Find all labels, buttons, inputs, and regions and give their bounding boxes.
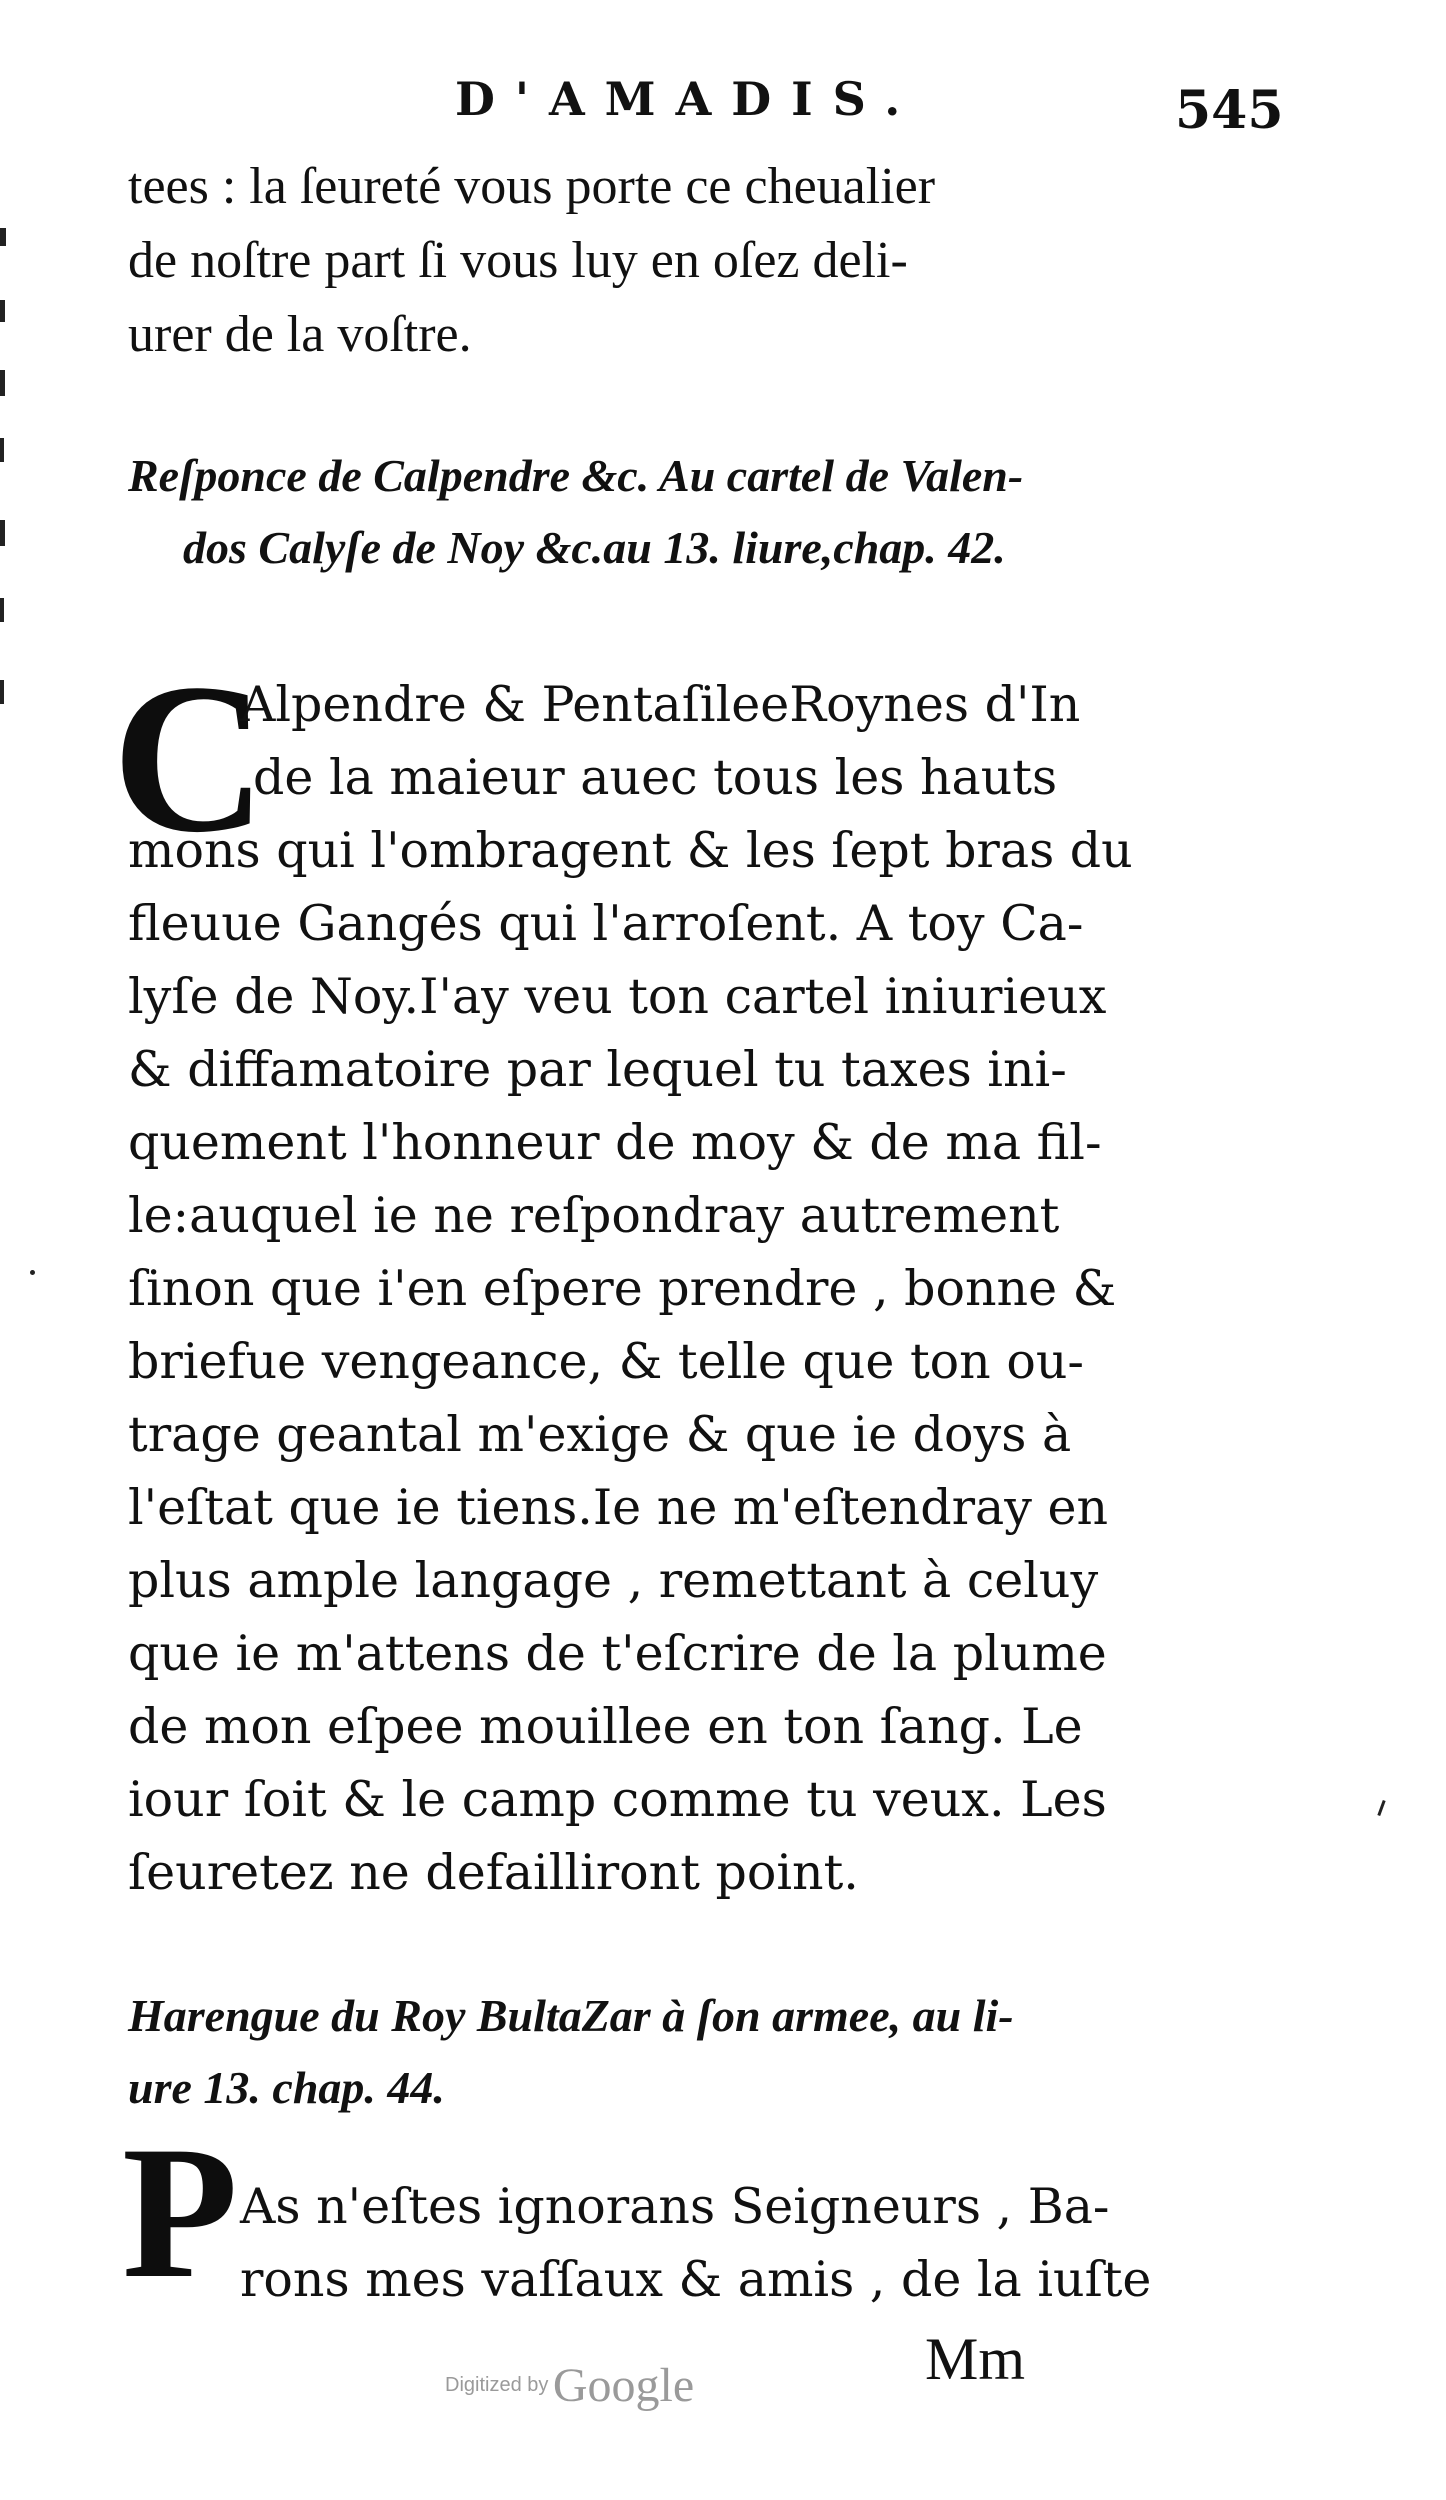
text-line: plus ample langage , remettant à celuy: [128, 1552, 1099, 1609]
text-line: briefue vengeance, & telle que ton ou-: [128, 1333, 1084, 1390]
running-title: D'AMADIS.: [455, 72, 921, 126]
text-line: que ie m'attens de t'eſcrire de la plume: [128, 1625, 1107, 1682]
harangue-paragraph: [128, 2170, 1298, 2316]
text-line: le:auquel ie ne reſpondray autrement: [128, 1187, 1060, 1244]
text-line: de la maieur auec tous les hauts: [253, 749, 1058, 806]
text-line: de mon eſpee mouillee en ton ſang. Le: [128, 1698, 1083, 1755]
binding-mark: [0, 520, 5, 546]
binding-mark: [0, 438, 4, 462]
text-line: urer de la voſtre.: [128, 306, 472, 363]
text-line: Alpendre & PentaſileeRoynes d'In: [240, 676, 1081, 733]
text-line: trage geantal m'exige & que ie doys à: [128, 1406, 1072, 1463]
letter-paragraph: [128, 668, 1298, 1909]
watermark-prefix: Digitized by: [445, 2374, 549, 2396]
text-line: fleuue Gangés qui l'arroſent. A toy Ca-: [128, 895, 1084, 952]
continuation-paragraph: [128, 150, 1298, 372]
drop-cap-p: P: [122, 2108, 239, 2318]
heading-line: Reſponce de Calpendre &c. Au cartel de Valen-: [128, 450, 1024, 501]
heading-line: dos Calyſe de Noy &c.au 13. liure,chap. 42.: [183, 522, 1006, 573]
heading-response: [128, 440, 1298, 584]
text-line: ſinon que i'en eſpere prendre , bonne &: [128, 1260, 1117, 1317]
text-line: tees : la ſeureté vous porte ce cheualier: [128, 158, 936, 215]
binding-mark: [0, 680, 4, 704]
text-line: As n'eſtes ignorans Seigneurs , Ba-: [240, 2178, 1110, 2235]
heading-harangue: [128, 1980, 1298, 2124]
speck-mark: [1377, 1800, 1385, 1816]
speck-mark: [30, 1270, 35, 1275]
binding-mark: [0, 370, 5, 396]
text-line: & diffamatoire par lequel tu taxes ini-: [128, 1041, 1067, 1098]
page-number: 545: [1175, 80, 1284, 141]
binding-mark: [0, 228, 6, 246]
text-line: ſeuretez ne defailliront point.: [128, 1844, 859, 1901]
digitization-watermark: [445, 2358, 694, 2413]
text-line: quement l'honneur de moy & de ma fil-: [128, 1114, 1102, 1171]
catchword: Mm: [925, 2326, 1026, 2392]
text-line: rons mes vaſſaux & amis , de la iuſte: [240, 2251, 1152, 2308]
text-line: de noſtre part ſi vous luy en oſez deli-: [128, 232, 908, 289]
heading-line: Harengue du Roy BultaZar à ſon armee, au li-: [128, 1990, 1014, 2041]
binding-mark: [0, 598, 4, 622]
binding-mark: [0, 300, 5, 322]
watermark-brand: Google: [552, 2359, 695, 2412]
heading-line: ure 13. chap. 44.: [128, 2062, 445, 2113]
text-line: lyſe de Noy.I'ay veu ton cartel iniurieux: [128, 968, 1107, 1025]
text-line: mons qui l'ombragent & les ſept bras du: [128, 822, 1133, 879]
text-line: iour ſoit & le camp comme tu veux. Les: [128, 1771, 1107, 1828]
drop-cap-c: C: [112, 640, 267, 877]
text-line: l'eſtat que ie tiens.Ie ne m'eſtendray en: [128, 1479, 1109, 1536]
